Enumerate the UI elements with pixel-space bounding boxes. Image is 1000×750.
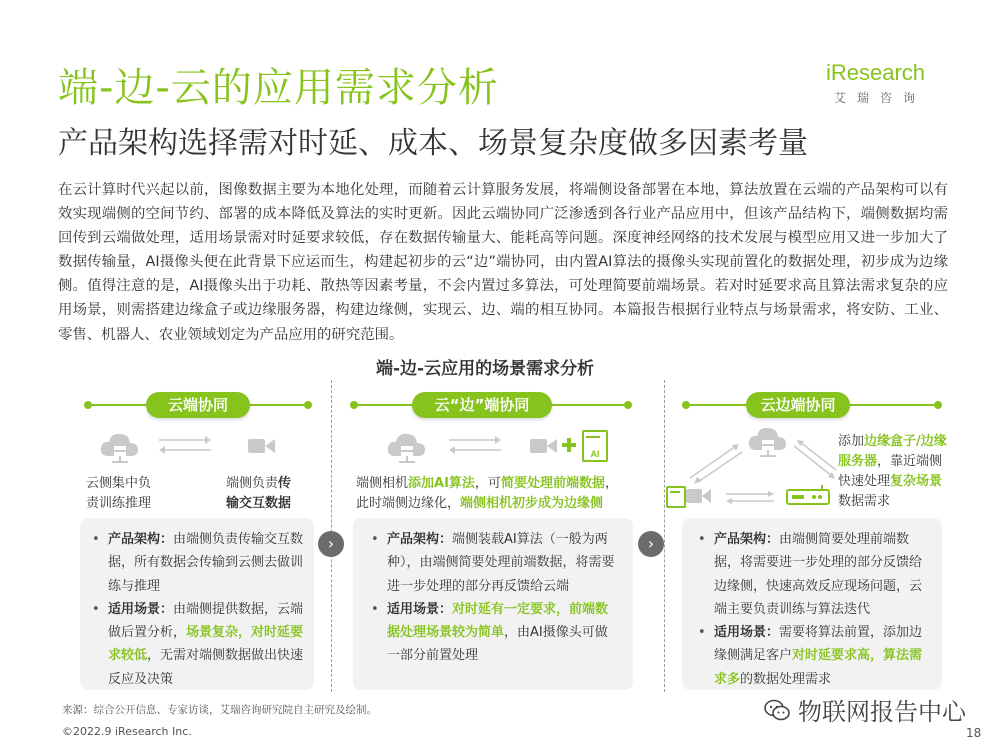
caption-edge-box — [838, 432, 950, 512]
list-item — [86, 598, 304, 691]
caption-highlight: 复杂场景 — [890, 474, 943, 489]
list-item — [692, 528, 930, 621]
item-label: 适用场景： — [714, 625, 780, 641]
caption-text: 添加 — [838, 434, 865, 449]
panel-cloud-edge-collab — [682, 518, 942, 690]
diagram-title: 端-边-云应用的场景需求分析 — [376, 359, 595, 379]
camera-icon — [248, 436, 276, 456]
item-label: 产品架构： — [108, 532, 174, 547]
panel-cloud-edge-device — [353, 518, 633, 690]
caption-text: ，靠近端侧快速处理 — [838, 454, 943, 489]
double-arrow-icon — [722, 490, 778, 504]
page-number: 18 — [966, 726, 982, 740]
list-item — [692, 621, 930, 691]
item-text: 由端侧提供数据，云端做后置分析， — [108, 601, 304, 641]
diagonal-arrows-icon — [790, 440, 840, 484]
item-label: 适用场景： — [387, 601, 453, 617]
header-pill: 云边端协同 — [746, 392, 850, 418]
double-arrow-icon — [445, 432, 505, 458]
item-text: 端侧装载AI算法（一般为两种），由端侧简要处理前端数据，将需要进一步处理的部分再反馈给云端 — [387, 532, 615, 594]
item-label: 产品架构： — [387, 532, 453, 547]
column-header-1 — [84, 392, 312, 418]
item-text: 由端侧简要处理前端数据，将需要进一步处理的部分反馈给边缘侧，快速高效反应现场问题，云端主要负责训练与算法迭代 — [714, 532, 923, 617]
column-header-3 — [682, 392, 942, 418]
intro-paragraph: 在云计算时代兴起以前，图像数据主要为本地化处理，而随着云计算服务发展，将端侧设备部署在本地，算法放置在云端的产品架构可以有效实现端侧的空间节约、部署的成本降低及算法的实时更新。因此云端协同广泛渗透到各行业产品应用中，但该产品结构下，端侧数据均需回传到云端做处理，适用场景需对时延要求较低，存在数据传输量大、能耗高等问题。深度神经网络的技术发展与模型应用又进一步加大了数据传输量，AI摄像头便在此背景下应运而生，构建起初步的云“边”端协同，由内置AI算法的摄像头实现前置化的数据处理，初步成为边缘侧。值得注意的是，AI摄像头出于功耗、散热等因素考量，不会内置过多算法，可处理简要前端场景。若对时延要求高且算法需求复杂的应用场景，则需搭建边缘盒子或边缘服务器，构建边缘侧，实现云、边、端的相互协同。本篇报告根据行业特点与场景需求，将安防、工业、零售、机器人、农业领域划定为产品应用的研究范围。 — [58, 182, 948, 343]
caption-bold: 输交互数据 — [226, 496, 292, 511]
next-arrow-icon: › — [318, 531, 344, 557]
header-pill: 云“边”端协同 — [412, 392, 552, 418]
cloud-server-icon — [98, 428, 142, 464]
list-item — [86, 528, 304, 598]
wechat-icon — [764, 699, 790, 721]
camera-icon — [530, 436, 558, 456]
ai-chip-label: AI — [590, 449, 600, 459]
header-dot-right — [934, 401, 942, 409]
item-text: 由端侧负责传输交互数据，所有数据会传输到云侧去做训练与推理 — [108, 532, 304, 594]
caption-bold: 传 — [278, 476, 292, 491]
panel-cloud-device — [80, 518, 314, 690]
item-text: ，由AI摄像头可做一部分前置处理 — [387, 625, 608, 664]
header-dot-right — [304, 401, 312, 409]
caption-highlight: 边缘盒子/边缘服务器 — [838, 434, 947, 469]
item-label: 适用场景： — [108, 601, 174, 617]
header-pill: 云端协同 — [146, 392, 250, 418]
item-highlight: 场景复杂，对时延要求较低 — [108, 625, 304, 664]
caption-text: ，可 — [474, 476, 501, 491]
page-subtitle: 产品架构选择需对时延、成本、场景复杂度做多因素考量 — [58, 126, 808, 161]
watermark-text: 物联网报告中心 — [798, 698, 966, 726]
column-header-2 — [350, 392, 632, 418]
edge-box-icon — [786, 484, 830, 506]
double-arrow-icon — [155, 432, 215, 458]
logo-brand-text: iResearch — [826, 60, 926, 85]
page-title: 端-边-云的应用需求分析 — [58, 65, 499, 111]
caption-edge-role — [226, 474, 316, 514]
watermark — [764, 692, 966, 727]
cloud-server-icon — [385, 428, 429, 464]
caption-cloud-role — [86, 474, 176, 514]
caption-ai-camera — [356, 474, 646, 514]
caption-line: 云侧集中负 — [86, 476, 152, 491]
list-item — [365, 528, 619, 598]
header-dot-right — [624, 401, 632, 409]
item-text: 需要将算法前置，添加边缘侧满足客户 — [714, 625, 923, 664]
cloud-server-icon — [746, 422, 790, 458]
item-text: ，无需对端侧数据做出快速反应及决策 — [108, 648, 304, 687]
list-item — [365, 598, 619, 668]
item-highlight: 对时延有一定要求，前端数据处理场景较为简单 — [387, 601, 609, 641]
plus-icon — [562, 438, 576, 452]
next-arrow-icon: › — [638, 531, 664, 557]
caption-highlight: 简要处理前端数据 — [500, 476, 605, 491]
ai-chip-icon — [666, 486, 686, 508]
logo-sub-text: 艾瑞咨询 — [834, 91, 927, 105]
item-text: 的数据处理需求 — [740, 671, 832, 687]
diagonal-arrows-icon — [684, 438, 744, 484]
caption-text: 端侧相机 — [356, 476, 409, 491]
brand-logo — [826, 60, 956, 106]
camera-icon — [686, 486, 712, 506]
ai-chip-icon — [582, 430, 608, 462]
caption-text: 此时端侧边缘化， — [356, 496, 461, 511]
caption-text: 端侧负责 — [226, 476, 279, 491]
caption-highlight: 端侧相机初步成为边缘侧 — [460, 496, 604, 511]
copyright: ©2022.9 iResearch Inc. — [62, 725, 192, 738]
source-note: 来源：综合公开信息、专家访谈，艾瑞咨询研究院自主研究及绘制。 — [62, 704, 377, 716]
caption-highlight: 添加AI算法 — [408, 476, 475, 491]
caption-text: 数据需求 — [838, 494, 891, 509]
item-highlight: 对时延要求高，算法需求多 — [714, 648, 923, 687]
caption-line: 责训练推理 — [86, 496, 152, 511]
column-divider — [664, 380, 665, 692]
caption-text: ， — [604, 476, 618, 491]
item-label: 产品架构： — [714, 532, 780, 547]
